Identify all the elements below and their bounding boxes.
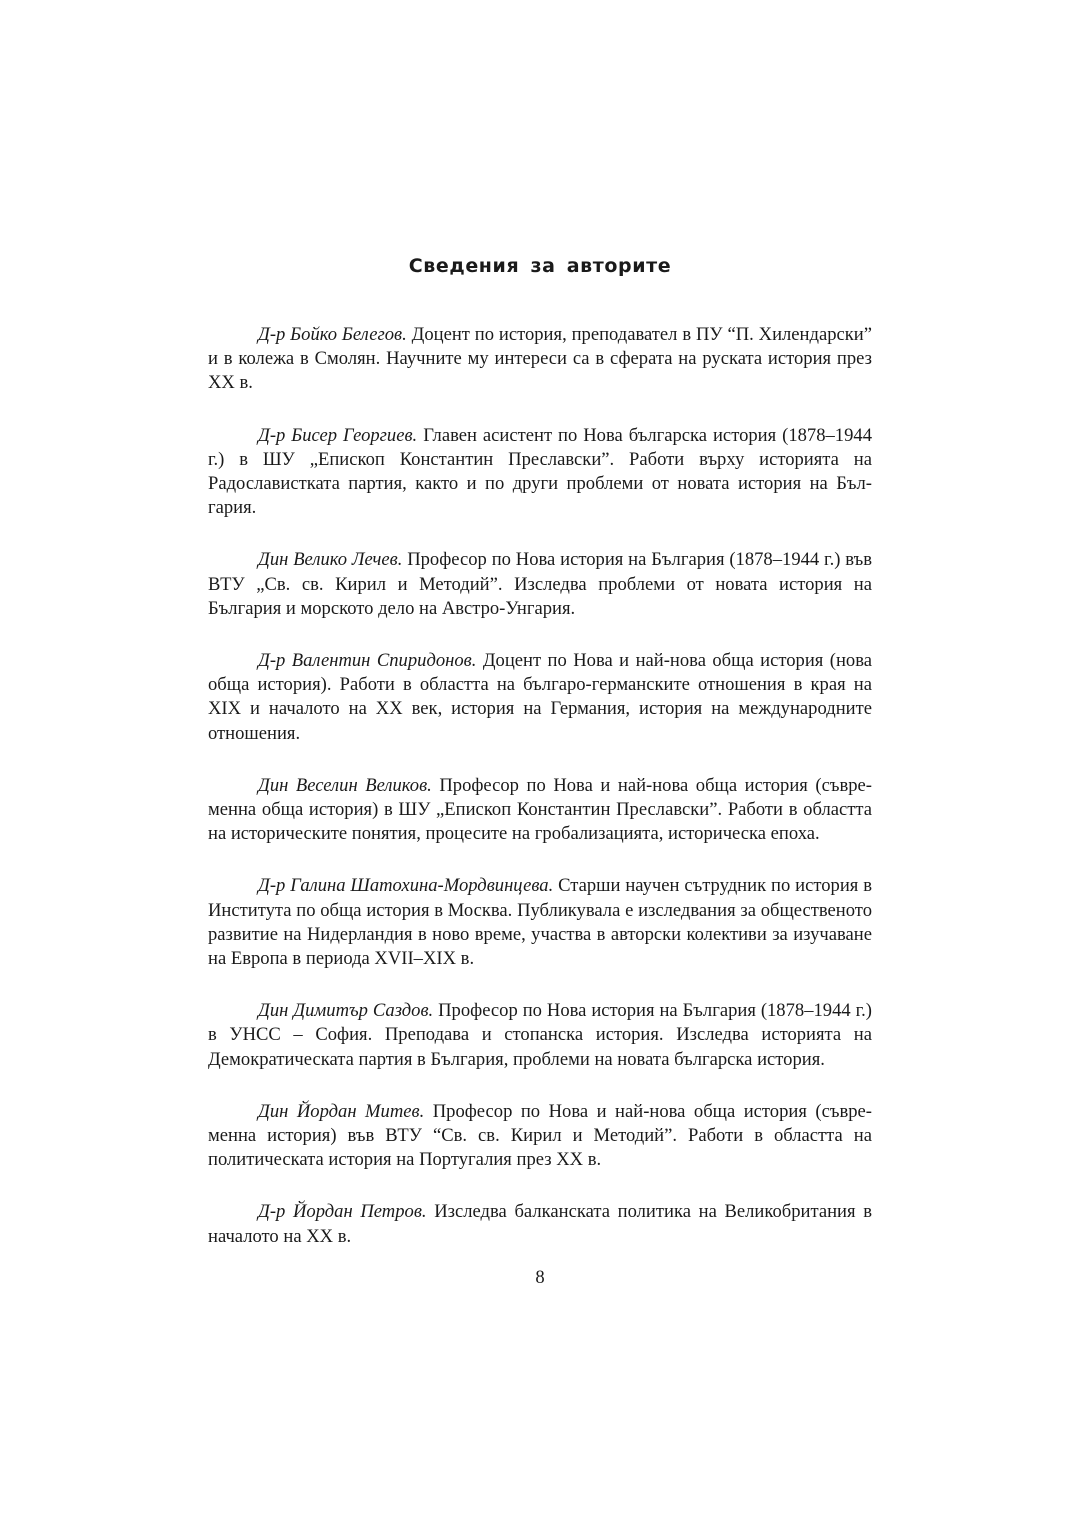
author-description: Изследва балканската политика на Великобритания в началото на XX в. <box>208 1201 872 1247</box>
author-name: Д-р Йордан Петров. <box>258 1201 427 1223</box>
author-entry <box>208 548 872 621</box>
author-name: Дин Димитър Саздов. <box>258 1000 434 1022</box>
author-name: Дин Велико Лечев. <box>258 549 403 571</box>
author-description: Професор по Нова история на България (1878–1944 г.) в УНСС – София. Преподава и стопанска история. Изследва историята на Демократическата партия в България, проблеми на новата българска история. <box>208 1000 872 1070</box>
author-entry <box>208 774 872 847</box>
author-name: Д-р Бисер Георгиев. <box>258 424 418 446</box>
author-description: Доцент по история, преподавател в ПУ “П. Хилендарски” и в колежа в Смолян. Научните му интереси са в сферата на руската история през XX в. <box>208 324 872 394</box>
page-title: Сведения за авторите <box>408 255 672 277</box>
author-name: Д-р Валентин Спиридонов. <box>258 650 477 672</box>
author-description: Главен асистент по Нова българска история (1878–1944 г.) в ШУ „Епископ Константин Преславски”. Работи върху историята на Радославистката партия, както и по други проблеми от новата история на България. <box>208 424 872 519</box>
author-entry <box>208 424 872 521</box>
author-description: Старши научен сътрудник по история в Института по обща история в Москва. Публикувала е изследвания за общественото развитие на Нидерландия в ново време, участва в авторски колективи за изучаване на Европа в периода XVII–XIX в. <box>208 875 872 970</box>
author-entry <box>208 649 872 746</box>
page-number: 8 <box>535 1267 545 1288</box>
author-entry <box>208 999 872 1072</box>
author-name: Д-р Галина Шатохина-Мордвинцева. <box>258 875 554 897</box>
author-entry <box>208 1100 872 1173</box>
author-description: Професор по Нова и най-нова обща история (съвременна обща история) в ШУ „Епископ Константин Преславски”. Работи в областта на историческите понятия, процесите на гробализацията, историческа епоха. <box>208 774 872 845</box>
author-description: Доцент по Нова и най-нова обща история (нова обща история). Работи в областта на българо-германските отношения в края на XIX и началото на XX век, история на Германия, история на международните отношения. <box>208 650 873 744</box>
author-entry <box>208 874 872 971</box>
author-entry <box>208 323 872 396</box>
authors-list <box>208 323 872 1277</box>
author-name: Д-р Бойко Белегов. <box>258 324 407 345</box>
author-description: Професор по Нова история на България (1878–1944 г.) във ВТУ „Св. св. Кирил и Методий”. Изследва проблеми от новата история на България и морското дело на Австро-Унгария. <box>208 549 872 619</box>
author-name: Дин Йордан Митев. <box>258 1100 425 1122</box>
author-name: Дин Веселин Великов. <box>258 774 432 796</box>
author-entry <box>208 1200 872 1248</box>
author-description: Професор по Нова и най-нова обща история (съвременна история) във ВТУ “Св. св. Кирил и Методий”. Работи в областта на политическата история на Португалия през XX в. <box>208 1100 872 1171</box>
